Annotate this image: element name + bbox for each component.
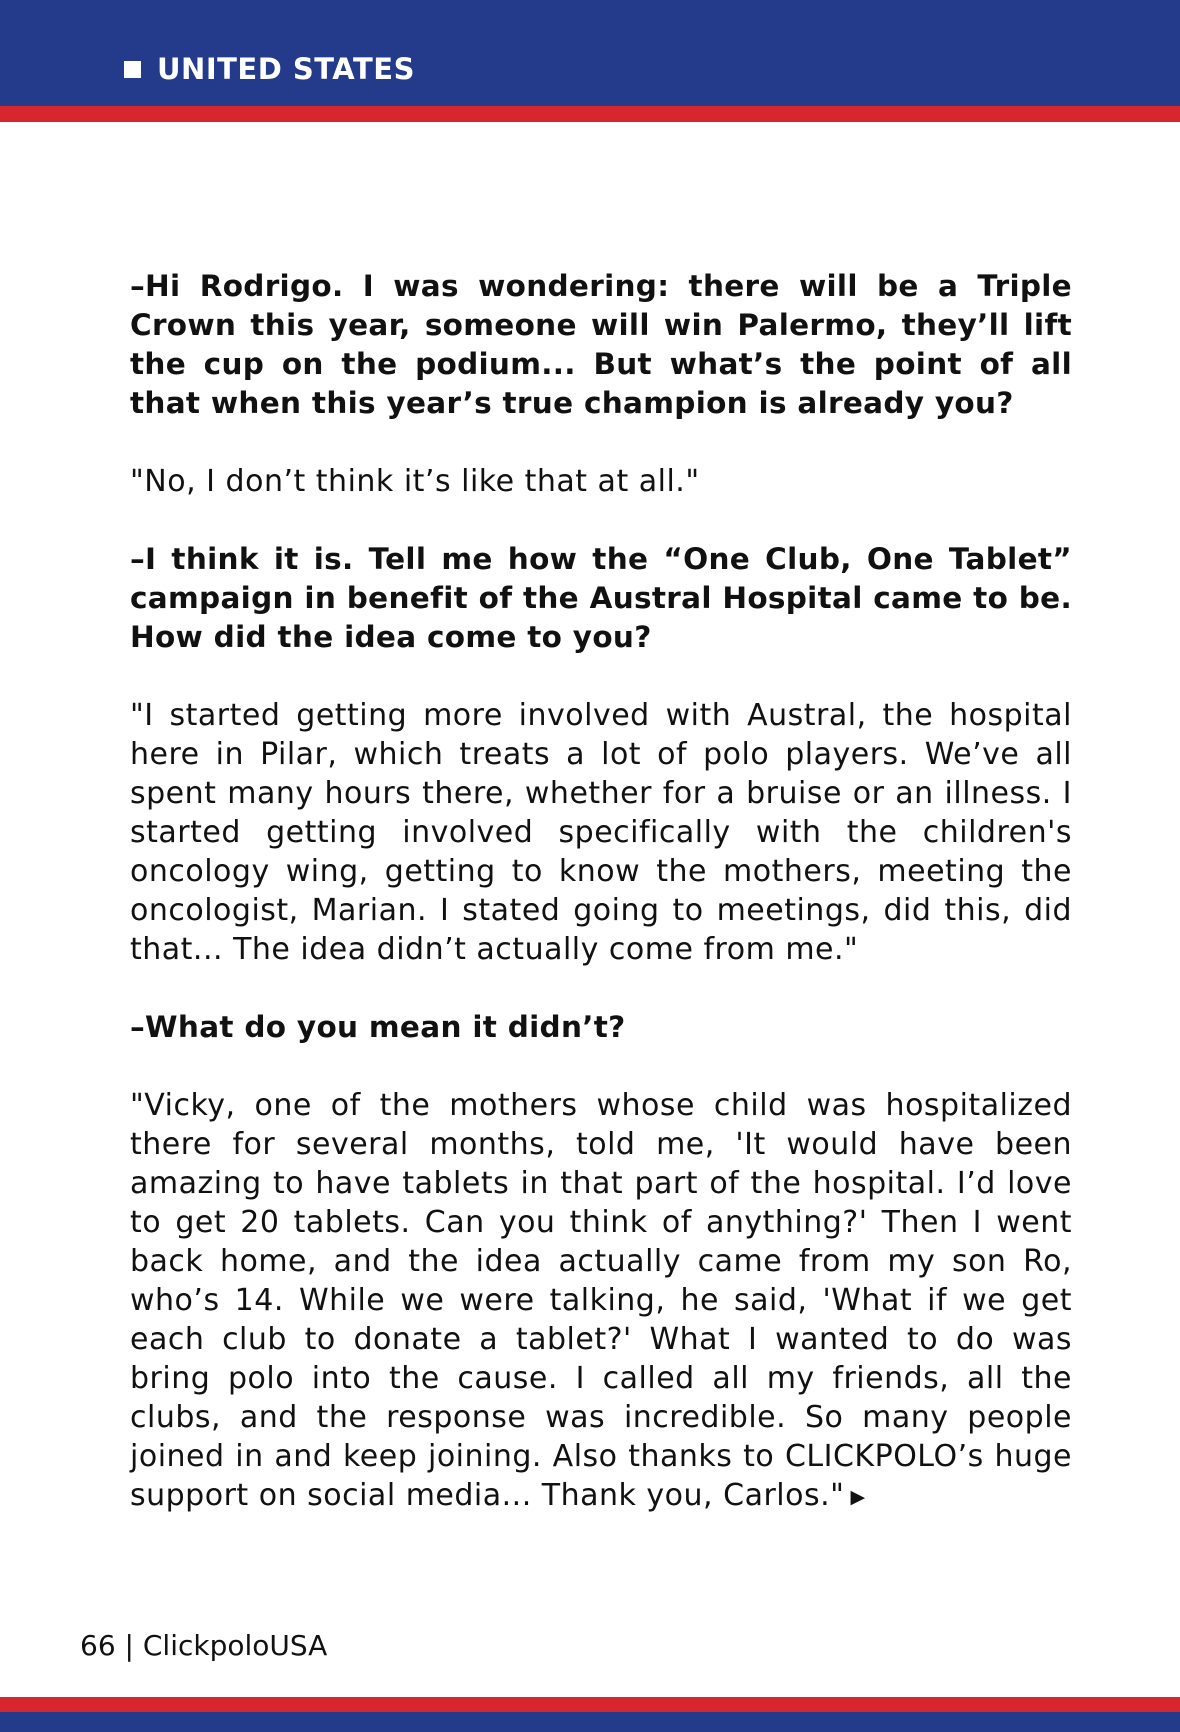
question-1: –Hi Rodrigo. I was wondering: there will be a Triple Crown this year, someone will win Palermo, they’ll lift the cup on the podium... But what’s the point of all that when this year’s true champion is already you? <box>130 269 1072 420</box>
header-stripe <box>0 106 1180 122</box>
page-footer: 66 | ClickpoloUSA <box>80 1629 328 1662</box>
section-title: UNITED STATES <box>157 52 415 86</box>
footer-stripe <box>0 1697 1180 1712</box>
section-label <box>124 52 415 86</box>
question-3: –What do you mean it didn’t? <box>130 1010 626 1044</box>
answer-3-text: "Vicky, one of the mothers whose child was hospitalized there for several months, told me, 'It would have been amazing to have tablets in that part of the hospital. I’d love to get 20 tablets. Can you think of anything?' Then I went back home, and the idea actually came from my son Ro, who’s 14. While we were talking, he said, 'What if we get each club to donate a tablet?' What I wanted to do was bring polo into the cause. I called all my friends, all the clubs, and the response was incredible. So many people joined in and keep joining. Also thanks to CLICKPOLO’s huge support on social media... Thank you, Carlos." <box>130 1088 1072 1513</box>
answer-3 <box>130 1086 1072 1517</box>
answer-1: "No, I don’t think it’s like that at all." <box>130 464 700 499</box>
square-bullet-icon <box>124 61 141 78</box>
continue-arrow-icon: ▶ <box>850 1486 866 1508</box>
footer-band <box>0 1712 1180 1732</box>
question-2: –I think it is. Tell me how the “One Club, One Tablet” campaign in benefit of the Austral Hospital came to be. How did the idea come to you? <box>130 542 1072 654</box>
interview-body <box>130 267 1072 1556</box>
answer-2: "I started getting more involved with Austral, the hospital here in Pilar, which treats a lot of polo players. We’ve all spent many hours there, whether for a bruise or an illness. I started getting involved specifically with the children's oncology wing, getting to know the mothers, meeting the oncologist, Marian. I stated going to meetings, did this, did that... The idea didn’t actually come from me." <box>130 698 1072 967</box>
